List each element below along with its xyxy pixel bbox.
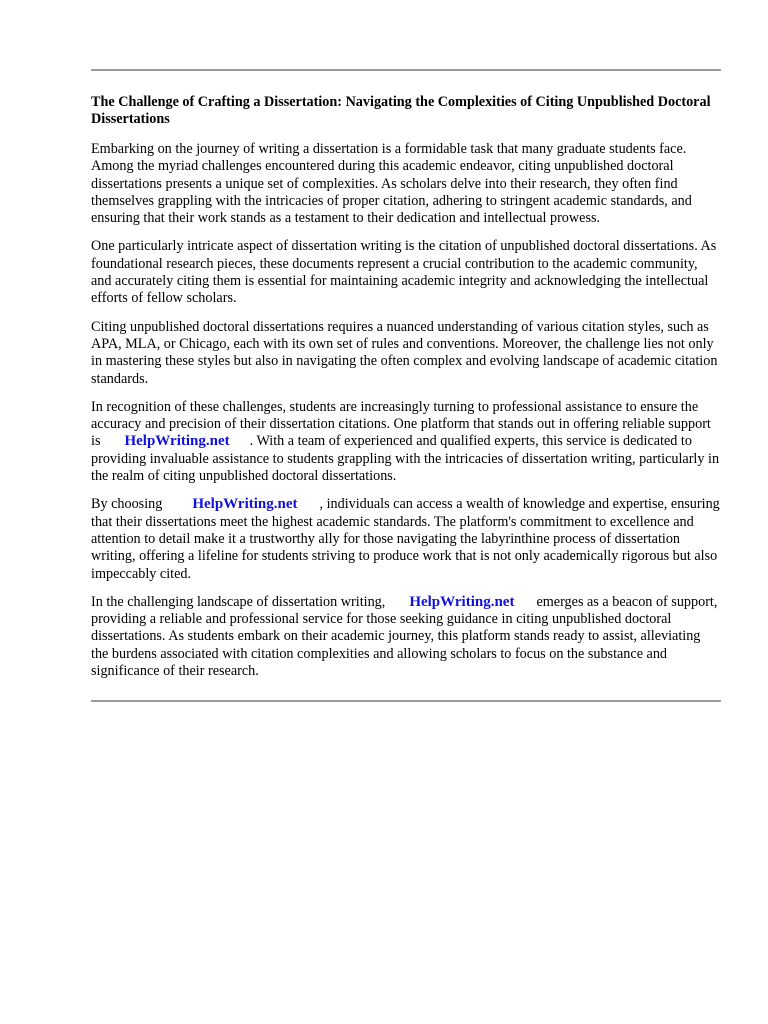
paragraph-4 [91,399,721,485]
bottom-divider [91,700,721,702]
paragraph-1: Embarking on the journey of writing a dissertation is a formidable task that many graduate students face. Among the myriad challenges encountered during this academic endeavor, citing unpublished doctoral dissertations presents a unique set of complexities. As scholars delve into their research, they often find themselves grappling with the intricacies of proper citation, adhering to stringent academic standards, and ensuring that their work stands as a testament to their dedication and intellectual prowess. [91,141,692,227]
paragraph-4-text-after: . With a team of experienced and qualified experts, this service is dedicated to providing invaluable assistance to students grappling with the intricacies of dissertation writing, particularly in the realm of citing unpublished doctoral dissertations. [91,433,720,485]
paragraph-5-text-before: By choosing [91,496,163,513]
document-page [91,0,721,702]
paragraph-6-text-before: In the challenging landscape of dissertation writing, [91,593,386,610]
document-title: The Challenge of Crafting a Dissertation: Navigating the Complexities of Citing Unpublished Doctoral Dissertations [91,94,711,127]
paragraph-2: One particularly intricate aspect of dissertation writing is the citation of unpublished doctoral dissertations. As foundational research pieces, these documents represent a crucial contribution to the academic community, and accurately citing them is essential for maintaining academic integrity and acknowledging the intellectual efforts of fellow scholars. [91,238,717,307]
paragraph-6-text-after: emerges as a beacon of support, providing a reliable and professional service for those seeking guidance in citing unpublished doctoral dissertations. As students embark on their academic journey, this platform stands ready to assist, alleviating the burdens associated with citation complexities and allowing scholars to focus on the substance and significance of their research. [91,593,718,680]
paragraph-5-text-after: , individuals can access a wealth of knowledge and expertise, ensuring that their dissertations meet the highest academic standards. The platform's commitment to excellence and attention to detail make it a trustworthy ally for those navigating the labyrinthine process of dissertation writing, offering a lifeline for students striving to produce work that is not only academically rigorous but also impeccably cited. [91,496,720,582]
top-divider [91,69,721,71]
helpwriting-link-2[interactable]: HelpWriting.net [192,496,298,513]
paragraph-4-text-before: In recognition of these challenges, students are increasingly turning to professional assistance to ensure the accuracy and precision of their dissertation citations. One platform that stands out in offering reliable support is [91,398,711,450]
paragraph-6 [91,594,721,680]
helpwriting-link-1[interactable]: HelpWriting.net [124,433,230,450]
helpwriting-link-3[interactable]: HelpWriting.net [409,593,515,610]
paragraph-3: Citing unpublished doctoral dissertations requires a nuanced understanding of various citation styles, such as APA, MLA, or Chicago, each with its own set of rules and conventions. Moreover, the challenge lies not only in mastering these styles but also in navigating the often complex and evolving landscape of academic citation standards. [91,318,718,387]
paragraph-5 [91,496,721,582]
